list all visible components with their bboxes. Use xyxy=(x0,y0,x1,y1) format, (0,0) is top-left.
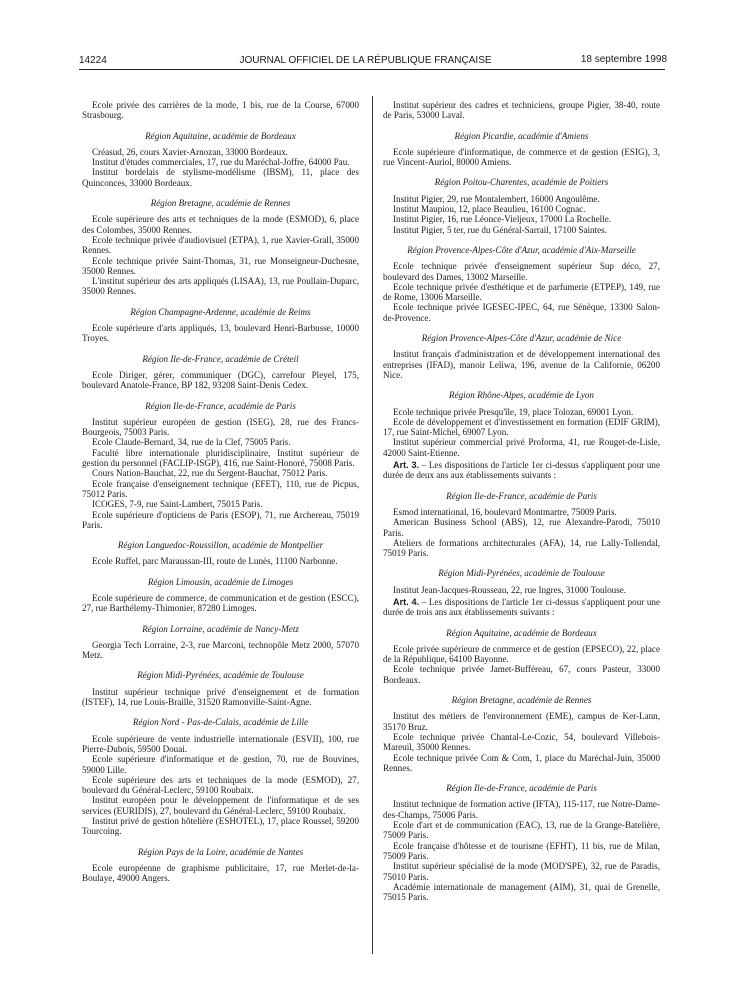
region-heading: Région Bretagne, académie de Rennes xyxy=(451,695,592,706)
column-divider xyxy=(372,96,373,954)
region-heading: Région Lorraine, académie de Nancy-Metz xyxy=(142,623,299,634)
institution-entry: Ecole supérieure des arts et techniques de la mode (ESMOD), 27, boulevard du Général-Leclerc, 59100 Roubaix. xyxy=(82,774,359,796)
institution-entry: Ecole technique privée d'esthétique et de parfumerie (ETPEP), 149, rue de Rome, 13006 Marseille. xyxy=(383,281,660,303)
region-heading: Région Provence-Alpes-Côte d'Azur, académie de Nice xyxy=(421,333,622,344)
institution-entry: Institut technique de formation active (IFTA), 115-117, rue Notre-Dame-des-Champs, 75006 Paris. xyxy=(383,799,660,820)
institution-entry: Esmod international, 16, boulevard Montmartre, 75009 Paris. xyxy=(393,506,617,517)
region-heading: Région Aquitaine, académie de Bordeaux xyxy=(145,130,296,141)
article-paragraph xyxy=(383,597,660,618)
institution-entry: Ecole française d'hôtesse et de tourisme (EFHT), 11 bis, rue de Milan, 75009 Paris. xyxy=(383,840,660,861)
institution-entry: Institut supérieur commercial privé Proforma, 41, rue Rouget-de-Lisle, 42000 Saint-Etienne. xyxy=(383,437,660,458)
region-heading: Région Limousin, académie de Limoges xyxy=(147,576,294,587)
institution-entry: Georgia Tech Lorraine, 2-3, rue Marconi, technopôle Metz 2000, 57070 Metz. xyxy=(82,639,359,661)
institution-entry: Ecole de développement et d'investissement en formation (EDIF GRIM), 17, rue Saint-Michel, 69007 Lyon. xyxy=(383,416,660,438)
institution-entry: Ecole Ruffel, parc Maraussan-III, route de Lunès, 11100 Narbonne. xyxy=(92,556,338,567)
region-heading: Région Aquitaine, académie de Bordeaux xyxy=(446,627,597,638)
region-heading: Région Ile-de-France, académie de Créteil xyxy=(142,353,299,364)
institution-entry: Ecole supérieure de commerce, de communication et de gestion (ESCC), 27, rue Barthélemy-Thimonier, 87280 Limoges. xyxy=(82,592,359,614)
journal-title: JOURNAL OFFICIEL DE LA RÉPUBLIQUE FRANÇAISE xyxy=(239,55,492,66)
region-heading: Région Bretagne, académie de Rennes xyxy=(150,198,291,209)
institution-entry: Ecole privée des carrières de la mode, 1 bis, rue de la Course, 67000 Strasbourg. xyxy=(82,100,359,121)
institution-entry: Faculté libre internationale pluridisciplinaire, Institut supérieur de gestion du personnel (FACLIP-ISGP), 416, rue Saint-Honoré, 75008 Paris. xyxy=(82,447,359,469)
region-heading: Région Nord - Pas-de-Calais, académie de Lille xyxy=(132,717,309,728)
region-heading: Région Languedoc-Roussillon, académie de Montpellier xyxy=(117,540,324,551)
region-heading: Région Champagne-Ardenne, académie de Reims xyxy=(130,306,311,317)
institution-entry: Cours Nation-Bauchat, 22, rue du Sergent-Bauchat, 75012 Paris. xyxy=(92,468,328,479)
institution-entry: Ecole supérieure des arts et techniques de la mode (ESMOD), 6, place des Colombes, 35000 Rennes. xyxy=(82,214,359,235)
institution-entry: Ecole supérieure de vente industrielle internationale (ESVII), 100, rue Pierre-Dubois, 59500 Douai. xyxy=(82,733,359,754)
institution-entry: Institut Pigier, 29, rue Montalembert, 16000 Angoulême. xyxy=(393,193,600,204)
institution-entry: Institut Pigier, 16, rue Léonce-Vieljeux, 17000 La Rochelle. xyxy=(393,214,612,225)
institution-entry: Institut européen pour le développement de l'informatique et de ses services (EURIDIS), 27, boulevard du Général-Leclerc, 59100 Roubaix. xyxy=(82,795,359,816)
left-column xyxy=(82,100,359,884)
institution-entry: Institut supérieur des cadres et techniciens, groupe Pigier, 38-40, route de Paris, 53000 Laval. xyxy=(383,100,660,121)
publication-date: 18 septembre 1998 xyxy=(580,54,667,65)
header-rule xyxy=(79,69,665,70)
institution-entry: Ateliers de formations architecturales (AFA), 14, rue Lally-Tollendal, 75019 Paris. xyxy=(383,537,660,559)
institution-entry: American Business School (ABS), 12, rue Alexandre-Parodi, 75010 Paris. xyxy=(383,517,660,538)
region-heading: Région Poitou-Charentes, académie de Poitiers xyxy=(434,177,609,188)
institution-entry: Ecole technique privée d'enseignement supérieur Sup déco, 27, boulevard des Dames, 13002 Marseille. xyxy=(383,261,660,282)
page-header xyxy=(0,0,731,100)
institution-entry: Ecole supérieure d'informatique, de commerce et de gestion (ESIG), 3, rue Vincent-Auriol, 80000 Amiens. xyxy=(383,146,660,168)
institution-entry: Institut d'études commerciales, 17, rue du Maréchal-Joffre, 64000 Pau. xyxy=(92,157,350,168)
region-heading: Région Ile-de-France, académie de Paris xyxy=(145,400,296,411)
region-heading: Région Picardie, académie d'Amiens xyxy=(454,130,589,141)
institution-entry: Ecole technique privée d'audiovisuel (ETPA), 1, rue Xavier-Grall, 35000 Rennes. xyxy=(82,234,359,256)
institution-entry: Ecole Diriger, gérer, communiquer (DGC), carrefour Pleyel, 175, boulevard Anatole-France, BP 182, 93208 Saint-Denis Cedex. xyxy=(82,369,359,391)
institution-entry: Institut Jean-Jacques-Rousseau, 22, rue Ingres, 31000 Toulouse. xyxy=(393,584,627,595)
institution-entry: Institut français d'administration et de développement international des entreprises (IFAD), manoir Leliwa, 196, avenue de la Californie, 06200 Nice. xyxy=(383,349,660,380)
region-heading: Région Midi-Pyrénées, académie de Toulouse xyxy=(137,670,304,681)
institution-entry: Institut supérieur européen de gestion (ISEG), 28, rue des Francs-Bourgeois, 75003 Paris. xyxy=(82,416,359,438)
institution-entry: Ecole privée supérieure de commerce et de gestion (EPSECO), 22, place de la République, 64100 Bayonne. xyxy=(383,643,660,665)
right-column xyxy=(383,100,660,902)
page-number: 14224 xyxy=(79,55,107,66)
institution-entry: Ecole technique privée Saint-Thomas, 31, rue Monseigneur-Duchesne, 35000 Rennes. xyxy=(82,255,359,276)
institution-entry: Ecole supérieure d'informatique et de gestion, 70, rue de Bouvines, 59000 Lille. xyxy=(82,754,359,775)
institution-entry: Ecole supérieure d'arts appliqués, 13, boulevard Henri-Barbusse, 10000 Troyes. xyxy=(82,323,359,344)
region-heading: Région Midi-Pyrénées, académie de Toulouse xyxy=(438,568,605,579)
article-paragraph xyxy=(383,460,660,481)
institution-entry: Ecole technique privée IGESEC-IPEC, 64, rue Sénèque, 13300 Salon-de-Provence. xyxy=(383,302,660,323)
region-heading: Région Rhône-Alpes, académie de Lyon xyxy=(449,390,594,401)
institution-entry: Créasud, 26, cours Xavier-Arnozan, 33000 Bordeaux. xyxy=(92,146,289,157)
institution-entry: Institut Maupiou, 12, place Beaulieu, 16100 Cognac. xyxy=(393,204,586,215)
institution-entry: ICOGES, 7-9, rue Saint-Lambert, 75015 Paris. xyxy=(92,499,263,510)
institution-entry: Institut des métiers de l'environnement (EME), campus de Ker-Lann, 35170 Bruz. xyxy=(383,711,660,732)
article-text: – Les dispositions de l'article 1er ci-dessus s'appliquent pour une durée de trois ans aux établissements suivants : xyxy=(383,596,661,618)
institution-entry: Ecole technique privée Com & Com, 1, place du Maréchal-Juin, 35000 Rennes. xyxy=(383,752,660,773)
institution-entry: Institut privé de gestion hôtelière (ESHOTEL), 17, place Roussel, 59200 Tourcoing. xyxy=(82,816,359,837)
region-heading: Région Ile-de-France, académie de Paris xyxy=(446,490,597,501)
article-text: – Les dispositions de l'article 1er ci-dessus s'appliquent pour une durée de deux ans aux établissements suivants : xyxy=(383,460,661,481)
article-label: Art. 3. xyxy=(393,460,420,471)
institution-entry: Institut supérieur spécialisé de la mode (MOD'SPE), 32, rue de Paradis, 75010 Paris. xyxy=(383,861,660,882)
institution-entry: L'institut supérieur des arts appliqués (LISAA), 13, rue Poullain-Duparc, 35000 Rennes. xyxy=(82,276,359,297)
institution-entry: Ecole française d'enseignement technique (EFET), 110, rue de Picpus, 75012 Paris. xyxy=(82,478,359,499)
institution-entry: Ecole technique privée Jamet-Bufféreau, 67, cours Pasteur, 33000 Bordeaux. xyxy=(383,664,660,685)
region-heading: Région Ile-de-France, académie de Paris xyxy=(446,783,597,794)
institution-entry: Institut Pigier, 5 ter, rue du Général-Sarrail, 17100 Saintes. xyxy=(393,224,607,235)
institution-entry: Ecole Claude-Bernard, 34, rue de la Clef, 75005 Paris. xyxy=(92,437,291,448)
institution-entry: Ecole d'art et de communication (EAC), 13, rue de la Grange-Batelière, 75009 Paris. xyxy=(383,820,660,841)
region-heading: Région Provence-Alpes-Côte d'Azur, académie d'Aix-Marseille xyxy=(407,244,636,255)
institution-entry: Ecole européenne de graphisme publicitaire, 17, rue Merlet-de-la-Boulaye, 49000 Angers. xyxy=(82,862,359,884)
institution-entry: Institut supérieur technique privé d'enseignement et de formation (ISTEF), 14, rue Louis-Braille, 31520 Ramonville-Saint-Agne. xyxy=(82,686,359,708)
institution-entry: Ecole technique privée Presqu'île, 19, place Tolozan, 69001 Lyon. xyxy=(393,406,634,417)
institution-entry: Ecole supérieure d'opticiens de Paris (ESOP), 71, rue Archereau, 75019 Paris. xyxy=(82,509,359,530)
institution-entry: Académie internationale de management (AIM), 31, quai de Grenelle, 75015 Paris. xyxy=(383,881,660,903)
region-heading: Région Pays de la Loire, académie de Nantes xyxy=(137,846,304,857)
institution-entry: Ecole technique privée Chantal-Le-Cozic, 54, boulevard Villebois-Mareuil, 35000 Rennes. xyxy=(383,731,660,753)
institution-entry: Institut bordelais de stylisme-modélisme (IBSM), 11, place des Quinconces, 33000 Bordeaux. xyxy=(82,167,359,188)
article-label: Art. 4. xyxy=(393,596,420,607)
